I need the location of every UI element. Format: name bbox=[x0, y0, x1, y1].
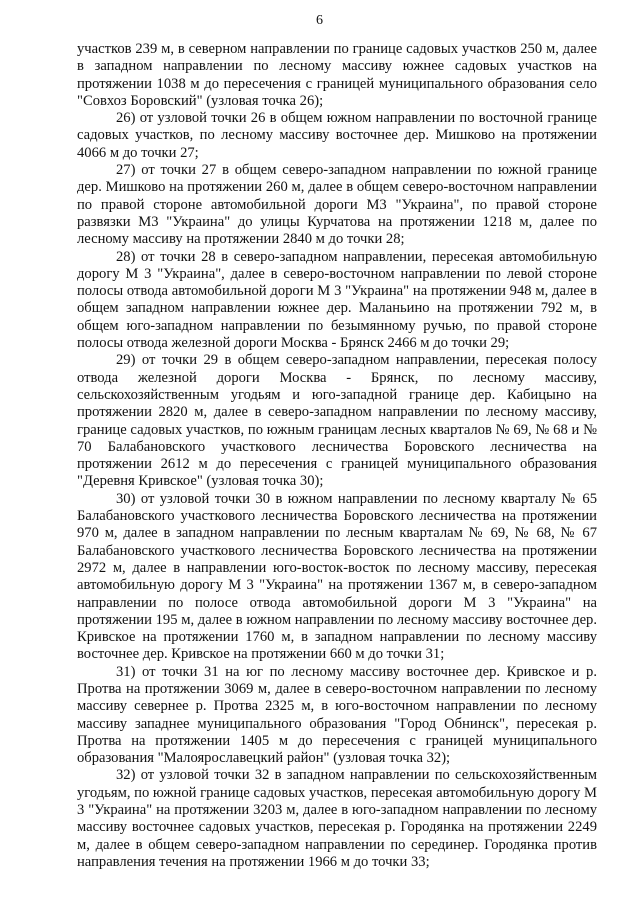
paragraph-item-31: 31) от точки 31 на юг по лесному массиву восточнее дер. Кривское и р. Протва на протяжении 3069 м, далее в северо-восточном направлении по лесному массиву севернее р. Протва 2325 м, в юго-восточном направлении по лесному массиву западнее муниципального образования "Город Обнинск", пересекая р. Протва на протяжении 1405 м до пересечения с границей муниципального образования "Малоярославецкий район" (узловая точка 32); bbox=[77, 663, 597, 767]
paragraph-item-27: 27) от точки 27 в общем северо-западном направлении по южной границе дер. Мишково на протяжении 260 м, далее в общем северо-восточном направлении по правой стороне автомобильной дороги М3 "Украина", по правой стороне развязки М3 "Украина" до улицы Курчатова на протяжении 1218 м, далее по лесному массиву на протяжении 2840 м до точки 28; bbox=[77, 162, 597, 248]
paragraph-item-29: 29) от точки 29 в общем северо-западном направлении, пересекая полосу отвода железной дороги Москва - Брянск, по лесному массиву, сельскохозяйственным угодьям и юго-западной границе дер. Кабицыно на протяжении 2820 м, далее в северо-западном направлении по лесному массиву, границе садовых участков, по южным границам лесных кварталов № 69, № 68 и № 70 Балабановского участкового лесничества Боровского лесничества на протяжении 2612 м до пересечения с границей муниципального образования "Деревня Кривское" (узловая точка 30); bbox=[77, 352, 597, 490]
page-number: 6 bbox=[316, 13, 323, 28]
paragraph-item-26: 26) от узловой точки 26 в общем южном направлении по восточной границе садовых участков, по лесному массиву восточнее дер. Мишково на протяжении 4066 м до точки 27; bbox=[77, 110, 597, 161]
document-body bbox=[77, 41, 597, 871]
paragraph-item-32: 32) от узловой точки 32 в западном направлении по сельскохозяйственным угодьям, по южной границе садовых участков, пересекая автомобильную дорогу М 3 "Украина" на протяжении 3203 м, далее в юго-западном направлении по лесному массиву восточнее садовых участков, пересекая р. Городянка на протяжении 2249 м, далее в общем северо-западном направлении по серединер. Городянка против направления течения на протяжении 1966 м до точки 33; bbox=[77, 767, 597, 870]
paragraph-item-28: 28) от точки 28 в северо-западном направлении, пересекая автомобильную дорогу М 3 "Украина", далее в северо-восточном направлении по левой стороне полосы отвода автомобильной дороги М 3 "Украина" на протяжении 948 м, далее в общем западном направлении южнее дер. Маланьино на протяжении 792 м, в общем юго-западном направлении по безымянному ручью, по правой стороне полосы отвода железной дороги Москва - Брянск 2466 м до точки 29; bbox=[77, 248, 597, 352]
paragraph-item-30: 30) от узловой точки 30 в южном направлении по лесному кварталу № 65 Балабановского участкового лесничества Боровского лесничества на протяжении 970 м, далее в западном направлении по лесным кварталам № 69, № 68, № 67 Балабановского участкового лесничества Боровского лесничества на протяжении 2972 м, далее в направлении юго-восток-восток по лесному массиву, пересекая автомобильную дорогу М 3 "Украина" на протяжении 1367 м, в северо-западном направлении по полосе отвода автомобильной дороги М 3 "Украина" на протяжении 195 м, далее в южном направлении по лесному массиву восточнее дер. Кривское на протяжении 1760 м, в западном направлении по лесному массиву восточнее дер. Кривское на протяжении 660 м до точки 31; bbox=[77, 490, 597, 663]
paragraph-continued: участков 239 м, в северном направлении по границе садовых участков 250 м, далее в западном направлении по лесному массиву южнее садовых участков на протяжении 1038 м до пересечения с границей муниципального образования село "Совхоз Боровский" (узловая точка 26); bbox=[77, 41, 597, 109]
